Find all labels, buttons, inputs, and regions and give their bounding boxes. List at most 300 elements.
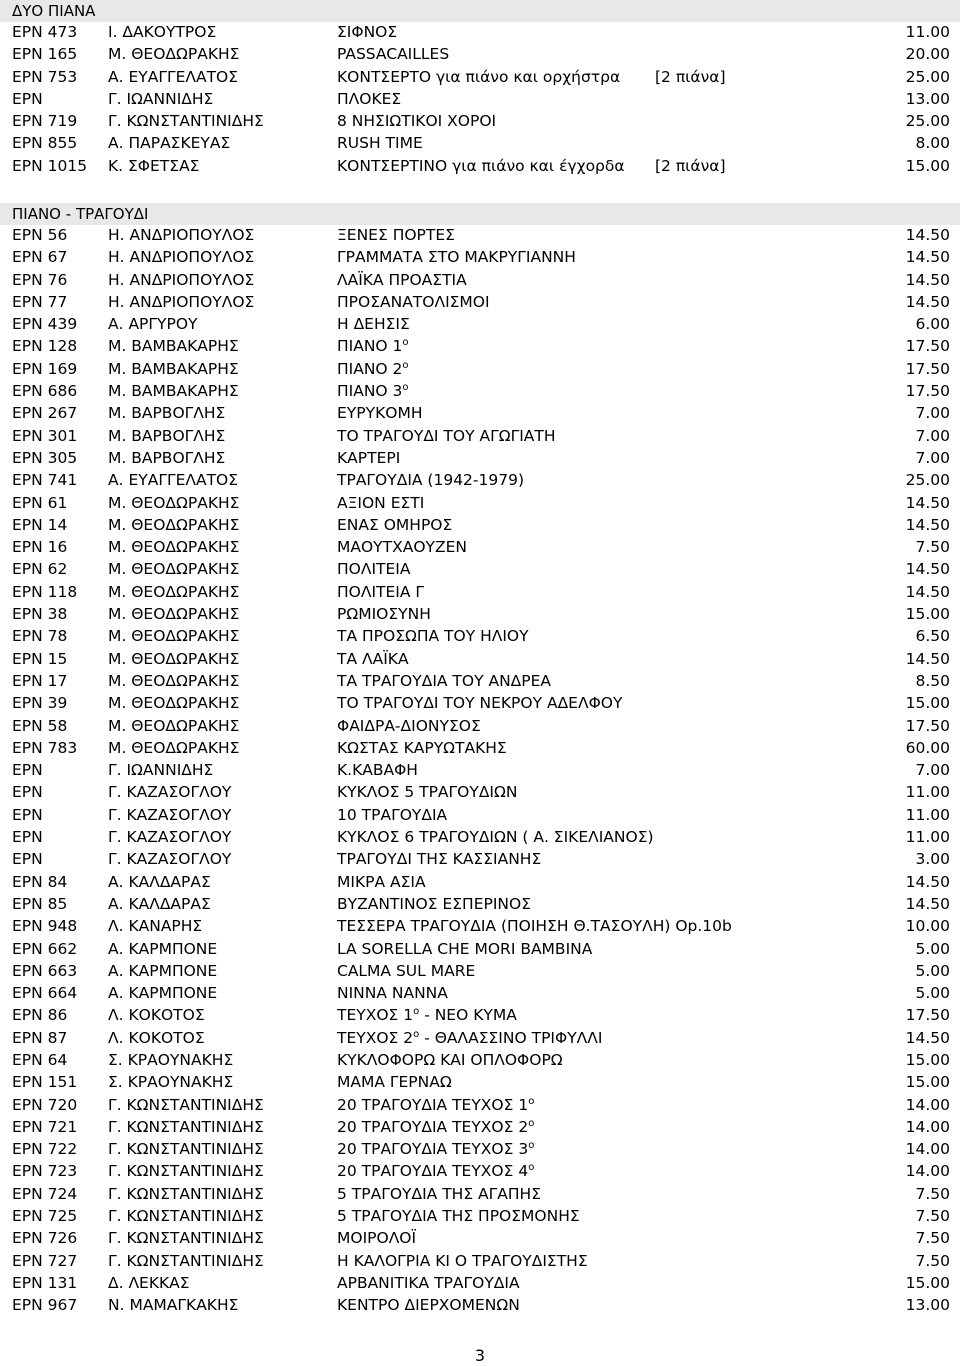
list-item <box>0 692 960 714</box>
list-item <box>0 938 960 960</box>
catalog-code: ΕΡΝ 664 <box>12 984 78 1003</box>
composer-name: Μ. ΘΕΟΔΩΡΑΚΗΣ <box>108 560 240 579</box>
catalog-code: ΕΡΝ 39 <box>12 694 68 713</box>
ordinal-mark: ο <box>528 1140 535 1152</box>
work-title-text: ΜΑΟΥΤΧΑΟΥΖΕΝ <box>337 538 468 557</box>
work-title <box>337 1205 580 1227</box>
work-title-text: RUSH TIME <box>337 134 423 153</box>
list-item <box>0 915 960 937</box>
work-title-text: ΕΝΑΣ ΟΜΗΡΟΣ <box>337 515 453 534</box>
composer-name: Μ. ΘΕΟΔΩΡΑΚΗΣ <box>108 515 240 534</box>
work-title-text: ΤΑ ΛΑΪΚΑ <box>337 649 409 668</box>
work-title <box>337 335 409 357</box>
work-title <box>337 893 531 915</box>
composer-name: Ν. ΜΑΜΑΓΚΑΚΗΣ <box>108 1296 239 1315</box>
work-title-text: ΤΟ ΤΡΑΓΟΥΔΙ ΤΟΥ ΑΓΩΓΙΑΤΗ <box>337 426 556 445</box>
price: 14.50 <box>905 270 950 289</box>
work-title <box>337 291 490 313</box>
work-title <box>337 1049 563 1071</box>
work-title-text: ΠΙΑΝΟ 1 <box>337 337 403 356</box>
composer-name: Ι. ΔΑΚΟΥΤΡΟΣ <box>108 23 217 41</box>
composer-name: Η. ΑΝΔΡΙΟΠΟΥΛΟΣ <box>108 248 255 267</box>
work-title-text: PASSACAILLES <box>337 45 450 64</box>
work-title <box>337 826 654 848</box>
ordinal-mark: ο <box>528 1117 535 1129</box>
list-item <box>0 514 960 536</box>
section-header-piano-song <box>0 203 960 225</box>
composer-name: Α. ΑΡΓΥΡΟΥ <box>108 315 198 334</box>
price: 14.50 <box>905 292 950 311</box>
list-item <box>0 492 960 514</box>
work-title <box>337 558 410 580</box>
price: 11.00 <box>905 805 950 824</box>
price: 17.50 <box>905 359 950 378</box>
composer-name: Α. ΚΑΡΜΠΟΝΕ <box>108 939 218 958</box>
work-title <box>337 536 467 558</box>
price: 14.50 <box>905 515 950 534</box>
catalog-code: ΕΡΝ 128 <box>12 337 78 356</box>
work-title <box>337 1094 534 1116</box>
work-title <box>337 960 475 982</box>
work-subtitle: - ΘΑΛΑΣΣΙΝΟ ΤΡΙΦΥΛΛΙ <box>419 1028 603 1047</box>
composer-name: Α. ΚΑΡΜΠΟΝΕ <box>108 961 218 980</box>
work-title-text: ΚΥΚΛΟΣ 5 ΤΡΑΓΟΥΔΙΩΝ <box>337 783 518 802</box>
price: 11.00 <box>905 828 950 847</box>
work-title <box>337 269 467 291</box>
work-title <box>337 1294 520 1316</box>
catalog-code: ΕΡΝ 948 <box>12 917 78 936</box>
price: 6.50 <box>915 627 950 646</box>
work-title-text: ΤΡΑΓΟΥΔΙΑ (1942-1979) <box>337 471 525 490</box>
catalog-list-two-pianos <box>0 21 960 177</box>
composer-name: Γ. ΙΩΑΝΝΙΔΗΣ <box>108 89 214 108</box>
price: 14.50 <box>905 493 950 512</box>
catalog-code: ΕΡΝ 662 <box>12 939 78 958</box>
price: 7.50 <box>915 538 950 557</box>
ordinal-mark: ο <box>402 359 409 371</box>
composer-name: Α. ΚΑΡΜΠΟΝΕ <box>108 984 218 1003</box>
price: 14.50 <box>905 872 950 891</box>
work-title <box>337 43 449 65</box>
price: 11.00 <box>905 783 950 802</box>
ordinal-mark: ο <box>402 382 409 394</box>
work-title-text: ΑΞΙΟΝ ΕΣΤΙ <box>337 493 425 512</box>
price: 10.00 <box>905 917 950 936</box>
work-subtitle: - ΝΕΟ ΚΥΜΑ <box>419 1006 517 1025</box>
catalog-code: ΕΡΝ 67 <box>12 248 68 267</box>
catalog-code: ΕΡΝ 169 <box>12 359 78 378</box>
price: 8.50 <box>915 671 950 690</box>
price: 14.50 <box>905 582 950 601</box>
catalog-code: ΕΡΝ 131 <box>12 1273 78 1292</box>
work-title-text: 20 ΤΡΑΓΟΥΔΙΑ ΤΕΥΧΟΣ 2 <box>337 1117 529 1136</box>
work-title-text: ΤΡΑΓΟΥΔΙ ΤΗΣ ΚΑΣΣΙΑΝΗΣ <box>337 850 542 869</box>
section-header-two-pianos <box>0 0 960 22</box>
work-title-text: ΚΕΝΤΡΟ ΔΙΕΡΧΟΜΕΝΩΝ <box>337 1296 520 1315</box>
list-item <box>0 1183 960 1205</box>
work-title <box>337 915 732 937</box>
price: 7.00 <box>915 448 950 467</box>
ordinal-mark: ο <box>413 1028 420 1040</box>
composer-name: Σ. ΚΡΑΟΥΝΑΚΗΣ <box>108 1073 234 1092</box>
work-title <box>337 625 529 647</box>
work-title <box>337 1071 452 1093</box>
composer-name: Γ. ΙΩΑΝΝΙΔΗΣ <box>108 761 214 780</box>
list-item <box>0 425 960 447</box>
list-item <box>0 893 960 915</box>
list-item <box>0 781 960 803</box>
price: 60.00 <box>905 738 950 757</box>
composer-name: Μ. ΘΕΟΔΩΡΑΚΗΣ <box>108 45 240 64</box>
catalog-code: ΕΡΝ <box>12 828 43 847</box>
work-title-text: Κ.ΚΑΒΑΦΗ <box>337 761 418 780</box>
composer-name: Μ. ΒΑΜΒΑΚΑΡΗΣ <box>108 359 239 378</box>
list-item <box>0 358 960 380</box>
composer-name: Η. ΑΝΔΡΙΟΠΟΥΛΟΣ <box>108 270 255 289</box>
list-item <box>0 402 960 424</box>
price: 15.00 <box>905 1273 950 1292</box>
catalog-code: ΕΡΝ 725 <box>12 1207 78 1226</box>
composer-name: Μ. ΘΕΟΔΩΡΑΚΗΣ <box>108 716 240 735</box>
catalog-code: ΕΡΝ 118 <box>12 582 78 601</box>
composer-name: Γ. ΚΑΖΑΣΟΓΛΟΥ <box>108 805 232 824</box>
composer-name: Μ. ΒΑΜΒΑΚΑΡΗΣ <box>108 337 239 356</box>
work-title <box>337 715 481 737</box>
work-title-text: ΜΟΙΡΟΛΟΪ <box>337 1229 417 1248</box>
list-item <box>0 291 960 313</box>
work-title-text: ΚΑΡΤΕΡΙ <box>337 448 401 467</box>
work-title <box>337 692 622 714</box>
work-title <box>337 1227 416 1249</box>
price: 17.50 <box>905 716 950 735</box>
catalog-code: ΕΡΝ 721 <box>12 1117 78 1136</box>
work-title <box>337 737 507 759</box>
work-title-text: ΠΟΛΙΤΕΙΑ <box>337 560 411 579</box>
price: 7.50 <box>915 1207 950 1226</box>
work-title <box>337 88 401 110</box>
list-item <box>0 1227 960 1249</box>
work-title-text: 20 ΤΡΑΓΟΥΔΙΑ ΤΕΥΧΟΣ 3 <box>337 1140 529 1159</box>
page-number: 3 <box>474 1346 486 1365</box>
work-title-text: 20 ΤΡΑΓΟΥΔΙΑ ΤΕΥΧΟΣ 1 <box>337 1095 529 1114</box>
work-title <box>337 425 556 447</box>
catalog-code: ΕΡΝ 967 <box>12 1296 78 1315</box>
work-title-text: ΡΩΜΙΟΣΥΝΗ <box>337 605 431 624</box>
work-title-text: ΤΟ ΤΡΑΓΟΥΔΙ ΤΟΥ ΝΕΚΡΟΥ ΑΔΕΛΦΟΥ <box>337 694 623 713</box>
composer-name: Γ. ΚΑΖΑΣΟΓΛΟΥ <box>108 783 232 802</box>
work-title-text: ΠΡΟΣΑΝΑΤΟΛΙΣΜΟΙ <box>337 292 490 311</box>
price: 15.00 <box>905 1050 950 1069</box>
price: 25.00 <box>905 112 950 131</box>
composer-name: Η. ΑΝΔΡΙΟΠΟΥΛΟΣ <box>108 226 255 244</box>
price: 14.00 <box>905 1095 950 1114</box>
price: 5.00 <box>915 939 950 958</box>
price: 7.00 <box>915 761 950 780</box>
catalog-code: ΕΡΝ 267 <box>12 404 78 423</box>
catalog-code: ΕΡΝ 723 <box>12 1162 78 1181</box>
catalog-code: ΕΡΝ 61 <box>12 493 68 512</box>
work-title-text: ΝΙΝΝΑ ΝΑΝΝΑ <box>337 984 448 1003</box>
work-title <box>337 155 625 177</box>
section-title: ΠΙΑΝΟ - ΤΡΑΓΟΥΔΙ <box>12 205 149 223</box>
list-item <box>0 804 960 826</box>
composer-name: Μ. ΘΕΟΔΩΡΑΚΗΣ <box>108 671 240 690</box>
list-item <box>0 1294 960 1316</box>
list-item <box>0 715 960 737</box>
catalog-code: ΕΡΝ 151 <box>12 1073 78 1092</box>
price: 17.50 <box>905 337 950 356</box>
list-item <box>0 581 960 603</box>
work-title-text: ΚΟΝΤΣΕΡΤΟ για πιάνο και ορχήστρα <box>337 67 621 86</box>
catalog-code: ΕΡΝ 741 <box>12 471 78 490</box>
catalog-code: ΕΡΝ 58 <box>12 716 68 735</box>
catalog-code: ΕΡΝ 663 <box>12 961 78 980</box>
catalog-code: ΕΡΝ 473 <box>12 23 78 41</box>
price: 7.00 <box>915 426 950 445</box>
work-title-text: ΚΩΣΤΑΣ ΚΑΡΥΩΤΑΚΗΣ <box>337 738 507 757</box>
work-title <box>337 938 592 960</box>
composer-name: Η. ΑΝΔΡΙΟΠΟΥΛΟΣ <box>108 292 255 311</box>
work-title-text: 20 ΤΡΑΓΟΥΔΙΑ ΤΕΥΧΟΣ 4 <box>337 1162 529 1181</box>
price: 7.50 <box>915 1251 950 1270</box>
work-title-text: ΒΥΖΑΝΤΙΝΟΣ ΕΣΠΕΡΙΝΟΣ <box>337 894 532 913</box>
composer-name: Μ. ΒΑΡΒΟΓΛΗΣ <box>108 426 226 445</box>
composer-name: Μ. ΘΕΟΔΩΡΑΚΗΣ <box>108 605 240 624</box>
list-item <box>0 670 960 692</box>
composer-name: Γ. ΚΩΝΣΤΑΝΤΙΝΙΔΗΣ <box>108 1117 264 1136</box>
composer-name: Μ. ΘΕΟΔΩΡΑΚΗΣ <box>108 493 240 512</box>
ordinal-mark: ο <box>413 1006 420 1018</box>
composer-name: Μ. ΘΕΟΔΩΡΑΚΗΣ <box>108 627 240 646</box>
price: 17.50 <box>905 382 950 401</box>
price: 14.50 <box>905 248 950 267</box>
composer-name: Μ. ΘΕΟΔΩΡΑΚΗΣ <box>108 649 240 668</box>
catalog-code: ΕΡΝ 62 <box>12 560 68 579</box>
list-item <box>0 66 960 88</box>
price: 14.50 <box>905 649 950 668</box>
list-item <box>0 1071 960 1093</box>
list-item <box>0 960 960 982</box>
price: 15.00 <box>905 694 950 713</box>
catalog-code: ΕΡΝ 720 <box>12 1095 78 1114</box>
composer-name: Μ. ΒΑΡΒΟΓΛΗΣ <box>108 404 226 423</box>
composer-name: Μ. ΘΕΟΔΩΡΑΚΗΣ <box>108 582 240 601</box>
price: 3.00 <box>915 850 950 869</box>
catalog-code: ΕΡΝ 84 <box>12 872 68 891</box>
price: 14.50 <box>905 226 950 244</box>
list-item <box>0 982 960 1004</box>
composer-name: Γ. ΚΑΖΑΣΟΓΛΟΥ <box>108 828 232 847</box>
work-title <box>337 1272 520 1294</box>
work-title <box>337 66 620 88</box>
price: 11.00 <box>905 23 950 41</box>
list-item <box>0 848 960 870</box>
composer-name: Α. ΕΥΑΓΓΕΛΑΤΟΣ <box>108 471 239 490</box>
list-item <box>0 1250 960 1272</box>
work-title <box>337 447 400 469</box>
work-title <box>337 1004 517 1026</box>
work-title-text: ΠΙΑΝΟ 3 <box>337 382 403 401</box>
price: 13.00 <box>905 1296 950 1315</box>
list-item <box>0 1205 960 1227</box>
work-title <box>337 1250 588 1272</box>
work-title <box>337 1138 534 1160</box>
ordinal-mark: ο <box>528 1095 535 1107</box>
work-title-text: 5 ΤΡΑΓΟΥΔΙΑ ΤΗΣ ΠΡΟΣΜΟΝΗΣ <box>337 1207 580 1226</box>
list-item <box>0 1094 960 1116</box>
list-item <box>0 132 960 154</box>
catalog-code: ΕΡΝ 855 <box>12 134 78 153</box>
price: 7.50 <box>915 1184 950 1203</box>
work-title <box>337 492 424 514</box>
work-title <box>337 804 447 826</box>
price: 14.50 <box>905 560 950 579</box>
work-title-text: ΚΥΚΛΟΦΟΡΩ ΚΑΙ ΟΠΛΟΦΟΡΩ <box>337 1050 563 1069</box>
catalog-code: ΕΡΝ 16 <box>12 538 68 557</box>
composer-name: Α. ΕΥΑΓΓΕΛΑΤΟΣ <box>108 67 239 86</box>
catalog-code: ΕΡΝ 85 <box>12 894 68 913</box>
work-title-text: ΤΕΣΣΕΡΑ ΤΡΑΓΟΥΔΙΑ (ΠΟΙΗΣΗ Θ.ΤΑΣΟΥΛΗ) Op.10b <box>337 917 732 936</box>
price: 17.50 <box>905 1006 950 1025</box>
catalog-code: ΕΡΝ 17 <box>12 671 68 690</box>
list-item <box>0 1049 960 1071</box>
price: 7.00 <box>915 404 950 423</box>
work-title-text: 5 ΤΡΑΓΟΥΔΙΑ ΤΗΣ ΑΓΑΠΗΣ <box>337 1184 542 1203</box>
list-item <box>0 625 960 647</box>
catalog-code: ΕΡΝ 305 <box>12 448 78 467</box>
work-title <box>337 1160 534 1182</box>
work-title-text: ΜΑΜΑ ΓΕΡΝΑΩ <box>337 1073 452 1092</box>
list-item <box>0 536 960 558</box>
price: 14.50 <box>905 894 950 913</box>
list-item <box>0 826 960 848</box>
list-item <box>0 871 960 893</box>
catalog-code: ΕΡΝ 77 <box>12 292 68 311</box>
work-title <box>337 1183 541 1205</box>
list-item <box>0 88 960 110</box>
work-title-text: ΛΑΪΚΑ ΠΡΟΑΣΤΙΑ <box>337 270 467 289</box>
composer-name: Μ. ΒΑΜΒΑΚΑΡΗΣ <box>108 382 239 401</box>
composer-name: Δ. ΛΕΚΚΑΣ <box>108 1273 190 1292</box>
catalog-code: ΕΡΝ 727 <box>12 1251 78 1270</box>
price: 6.00 <box>915 315 950 334</box>
catalog-code: ΕΡΝ 87 <box>12 1028 68 1047</box>
work-title-text: ΤΕΥΧΟΣ 2 <box>337 1028 414 1047</box>
price: 15.00 <box>905 605 950 624</box>
list-item <box>0 1027 960 1049</box>
work-title-text: Η ΔΕΗΣΙΣ <box>337 315 410 334</box>
section-title: ΔΥΟ ΠΙΑΝΑ <box>12 2 96 20</box>
list-item <box>0 469 960 491</box>
catalog-code: ΕΡΝ 1015 <box>12 156 88 175</box>
work-title-text: ΠΛΟΚΕΣ <box>337 89 402 108</box>
list-item <box>0 1138 960 1160</box>
price: 14.00 <box>905 1140 950 1159</box>
catalog-code: ΕΡΝ 38 <box>12 605 68 624</box>
work-title-text: ΚΥΚΛΟΣ 6 ΤΡΑΓΟΥΔΙΩΝ ( Α. ΣΙΚΕΛΙΑΝΟΣ) <box>337 828 654 847</box>
composer-name: Μ. ΒΑΡΒΟΓΛΗΣ <box>108 448 226 467</box>
list-item <box>0 1116 960 1138</box>
composer-name: Λ. ΚΟΚΟΤΟΣ <box>108 1028 205 1047</box>
work-title <box>337 759 418 781</box>
work-title-text: ΤΕΥΧΟΣ 1 <box>337 1006 414 1025</box>
list-item <box>0 269 960 291</box>
list-item <box>0 648 960 670</box>
composer-name: Λ. ΚΑΝΑΡΗΣ <box>108 917 203 936</box>
catalog-code: ΕΡΝ 86 <box>12 1006 68 1025</box>
work-title <box>337 110 496 132</box>
composer-name: Γ. ΚΑΖΑΣΟΓΛΟΥ <box>108 850 232 869</box>
work-title <box>337 648 409 670</box>
work-title-text: ΕΥΡΥΚΟΜΗ <box>337 404 423 423</box>
catalog-code: ΕΡΝ 753 <box>12 67 78 86</box>
catalog-code: ΕΡΝ 301 <box>12 426 78 445</box>
list-item <box>0 155 960 177</box>
list-item <box>0 1004 960 1026</box>
work-title <box>337 670 551 692</box>
price: 14.00 <box>905 1117 950 1136</box>
price: 25.00 <box>905 471 950 490</box>
work-title <box>337 380 409 402</box>
catalog-code: ΕΡΝ <box>12 761 43 780</box>
composer-name: Α. ΠΑΡΑΣΚΕΥΑΣ <box>108 134 231 153</box>
catalog-code: ΕΡΝ <box>12 850 43 869</box>
catalog-code: ΕΡΝ <box>12 89 43 108</box>
work-title <box>337 313 410 335</box>
list-item <box>0 558 960 580</box>
instrumentation-note: [2 πιάνα] <box>655 156 726 175</box>
catalog-code: ΕΡΝ 76 <box>12 270 68 289</box>
work-title-text: LA SORELLA CHE MORI BAMBINA <box>337 939 593 958</box>
price: 8.00 <box>915 134 950 153</box>
composer-name: Κ. ΣΦΕΤΣΑΣ <box>108 156 200 175</box>
list-item <box>0 380 960 402</box>
instrumentation-note: [2 πιάνα] <box>655 67 726 86</box>
work-title <box>337 469 524 491</box>
list-item <box>0 110 960 132</box>
ordinal-mark: ο <box>402 337 409 349</box>
composer-name: Μ. ΘΕΟΔΩΡΑΚΗΣ <box>108 538 240 557</box>
composer-name: Γ. ΚΩΝΣΤΑΝΤΙΝΙΔΗΣ <box>108 1162 264 1181</box>
work-title-text: 10 ΤΡΑΓΟΥΔΙΑ <box>337 805 448 824</box>
catalog-code: ΕΡΝ <box>12 805 43 824</box>
work-title-text: ΠΙΑΝΟ 2 <box>337 359 403 378</box>
catalog-code: ΕΡΝ 78 <box>12 627 68 646</box>
catalog-code: ΕΡΝ 686 <box>12 382 78 401</box>
composer-name: Γ. ΚΩΝΣΤΑΝΤΙΝΙΔΗΣ <box>108 1184 264 1203</box>
catalog-code: ΕΡΝ 64 <box>12 1050 68 1069</box>
price: 14.00 <box>905 1162 950 1181</box>
work-title-text: ΓΡΑΜΜΑΤΑ ΣΤΟ ΜΑΚΡΥΓΙΑΝΝΗ <box>337 248 576 267</box>
ordinal-mark: ο <box>528 1162 535 1174</box>
work-title <box>337 781 517 803</box>
price: 20.00 <box>905 45 950 64</box>
price: 13.00 <box>905 89 950 108</box>
work-title <box>337 514 452 536</box>
catalog-code: ΕΡΝ 719 <box>12 112 78 131</box>
list-item <box>0 603 960 625</box>
list-item <box>0 737 960 759</box>
work-title-text: ΤΑ ΠΡΟΣΩΠΑ ΤΟΥ ΗΛΙΟΥ <box>337 627 529 646</box>
work-title <box>337 132 423 154</box>
price: 7.50 <box>915 1229 950 1248</box>
catalog-code: ΕΡΝ 722 <box>12 1140 78 1159</box>
list-item <box>0 447 960 469</box>
price: 25.00 <box>905 67 950 86</box>
catalog-code: ΕΡΝ 165 <box>12 45 78 64</box>
work-title <box>337 402 422 424</box>
price: 14.50 <box>905 1028 950 1047</box>
